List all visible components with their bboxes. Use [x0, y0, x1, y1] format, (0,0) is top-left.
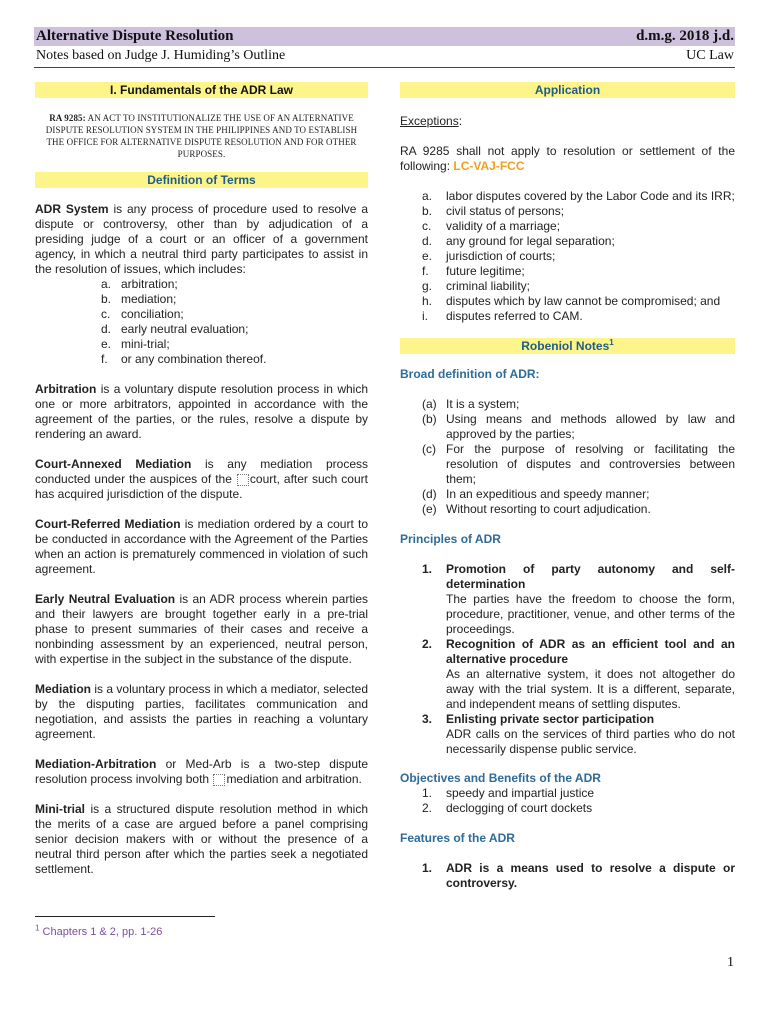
ra-label: RA 9285:: [49, 113, 86, 123]
footnote-marker: 1: [609, 338, 614, 347]
list-marker: d.: [422, 234, 433, 248]
document-subtitle: Notes based on Judge J. Humiding’s Outline: [36, 48, 286, 63]
term: Early Neutral Evaluation: [35, 592, 176, 606]
principle-heading: Promotion of party autonomy and self-determination: [446, 562, 735, 591]
list-item: [400, 294, 735, 309]
features-list: [400, 861, 735, 891]
definition-court-annexed-mediation: [35, 457, 368, 502]
list-marker: 1.: [422, 786, 433, 800]
list-item: [35, 277, 368, 292]
list-marker: b.: [101, 292, 112, 306]
term: ADR System: [35, 202, 109, 216]
exceptions-colon: :: [458, 114, 463, 128]
list-text: disputes which by law cannot be compromised; and: [446, 294, 721, 308]
list-text: jurisdiction of courts;: [446, 249, 556, 263]
principle-text: The parties have the freedom to choose the form, procedure, practitioner, venue, and other terms of the proceedings.: [446, 592, 735, 636]
exceptions-label-text: Exceptions: [400, 114, 459, 128]
list-item: [400, 249, 735, 264]
robeniol-title: Robeniol Notes: [521, 339, 610, 353]
list-item: [400, 309, 735, 324]
list-marker: (d): [422, 487, 437, 501]
list-item: [400, 562, 735, 637]
list-marker: i.: [422, 309, 428, 323]
definition-mediation: [35, 682, 368, 742]
list-item: [400, 219, 735, 234]
definition-text: is mediation ordered by a court to be conducted in accordance with the Agreement of the Parties when an action is prematurely commenced in violation of such agreement.: [35, 517, 368, 576]
section-heading-robeniol-notes: [400, 338, 735, 354]
mnemonic: LC-VAJ-FCC: [453, 159, 525, 173]
document-title: Alternative Dispute Resolution: [36, 28, 234, 44]
section-heading-definitions: Definition of Terms: [35, 172, 368, 188]
list-marker: 1.: [422, 562, 433, 576]
list-item: [400, 412, 735, 442]
definition-mediation-arbitration: [35, 757, 368, 787]
term: Mini-trial: [35, 802, 85, 816]
list-marker: (e): [422, 502, 437, 516]
list-text: future legitime;: [446, 264, 525, 278]
list-marker: a.: [422, 189, 433, 203]
exceptions-label: [400, 114, 735, 129]
list-item: [400, 801, 735, 816]
list-text: speedy and impartial justice: [446, 786, 595, 800]
heading-principles: Principles of ADR: [400, 532, 501, 546]
list-item: [400, 712, 735, 757]
definition-text: is a voluntary process in which a mediator, selected by the disputing parties, facilitates communication and negotiation, and assists the parties in reaching a voluntary agreement.: [35, 682, 368, 741]
footnote: [35, 925, 162, 939]
heading-broad-definition: Broad definition of ADR:: [400, 367, 540, 381]
definition-early-neutral-evaluation: [35, 592, 368, 667]
list-marker: c.: [422, 219, 432, 233]
list-marker: a.: [101, 277, 112, 291]
list-text: For the purpose of resolving or facilitating the resolution of disputes and controversies between them;: [446, 442, 735, 486]
list-item: [400, 189, 735, 204]
ra-title: [35, 112, 368, 160]
definition-text: court, after such court has acquired jurisdiction of the dispute.: [35, 472, 368, 501]
term: Court-Annexed Mediation: [35, 457, 192, 471]
definition-mini-trial: [35, 802, 368, 877]
objectives-list: [400, 786, 735, 816]
comment-anchor-icon: [237, 474, 249, 486]
definition-text: is any mediation process conducted under the auspices of the: [35, 457, 369, 486]
author-year: d.m.g. 2018 j.d.: [636, 28, 734, 44]
list-text: Using means and methods allowed by law and approved by the parties;: [446, 412, 735, 441]
list-text: labor disputes covered by the Labor Code and its IRR;: [446, 189, 735, 203]
definition-text: mediation and arbitration.: [226, 772, 362, 786]
list-marker: e.: [101, 337, 112, 351]
principle-heading: Enlisting private sector participation: [446, 712, 655, 726]
definition-court-referred-mediation: [35, 517, 368, 577]
list-marker: e.: [422, 249, 433, 263]
principles-list: [400, 562, 735, 757]
list-item: [400, 397, 735, 412]
list-text: civil status of persons;: [446, 204, 565, 218]
list-item: [400, 442, 735, 487]
school-name: UC Law: [686, 48, 734, 63]
section-heading-application: Application: [400, 82, 735, 98]
list-text: ADR is a means used to resolve a dispute or controversy.: [446, 861, 735, 890]
list-item: [35, 322, 368, 337]
list-text: validity of a marriage;: [446, 219, 561, 233]
list-marker: b.: [422, 204, 433, 218]
list-text: declogging of court dockets: [446, 801, 593, 815]
list-item: [400, 861, 735, 891]
list-item: [35, 307, 368, 322]
list-item: [400, 279, 735, 294]
list-text: arbitration;: [121, 277, 178, 291]
ra-text: AN ACT TO INSTITUTIONALIZE THE USE OF AN ALTERNATIVE DISPUTE RESOLUTION SYSTEM IN THE PHILIPPINES AND TO ESTABLISH THE OFFICE FOR ALTERNATIVE DISPUTE RESOLUTION AND FOR OTHER PURPOSES.: [45, 113, 358, 159]
list-marker: 2.: [422, 637, 433, 651]
broad-definition-list: [400, 397, 735, 517]
heading-objectives: Objectives and Benefits of the ADR: [400, 771, 601, 785]
definition-text: is a structured dispute resolution method in which the merits of a case are argued before a panel comprising senior decision makers with or without the presence of a neutral third person after which the parties seek a negotiated settlement.: [35, 802, 368, 876]
list-item: [400, 637, 735, 712]
principle-text: ADR calls on the services of third parties who do not necessarily dispense public service.: [446, 727, 735, 756]
exceptions-list: [400, 189, 735, 324]
list-marker: g.: [422, 279, 433, 293]
list-text: mini-trial;: [121, 337, 170, 351]
list-text: or any combination thereof.: [121, 352, 267, 366]
list-text: any ground for legal separation;: [446, 234, 615, 248]
footnote-text: Chapters 1 & 2, pp. 1-26: [39, 926, 163, 938]
header-divider: [34, 67, 735, 68]
list-item: [400, 502, 735, 517]
definition-text: or Med-Arb is a two-step dispute resolution process involving both: [35, 757, 368, 786]
exceptions-intro: [400, 144, 735, 174]
list-item: [400, 264, 735, 279]
list-marker: c.: [101, 307, 111, 321]
definition-text: is any process of procedure used to resolve a dispute or controversy, other than by adjudication of a presiding judge of a court or an officer of a government agency, in which a neutral third party participates to assist in the resolution of issues, which includes:: [35, 202, 368, 276]
definition-text: is a voluntary dispute resolution process in which one or more arbitrators, appointed in accordance with the agreement of the parties, or the rules, resolve a dispute by rendering an award.: [35, 382, 368, 441]
term: Arbitration: [35, 382, 97, 396]
term: Mediation: [35, 682, 91, 696]
list-item: [400, 204, 735, 219]
list-marker: 2.: [422, 801, 433, 815]
list-marker: (c): [422, 442, 436, 456]
list-item: [35, 337, 368, 352]
list-item: [35, 352, 368, 367]
list-item: [400, 234, 735, 249]
list-text: disputes referred to CAM.: [446, 309, 583, 323]
list-text: conciliation;: [121, 307, 184, 321]
list-marker: (a): [422, 397, 437, 411]
list-item: [400, 487, 735, 502]
right-column: [400, 80, 735, 891]
term: Mediation-Arbitration: [35, 757, 157, 771]
section-heading-fundamentals: I. Fundamentals of the ADR Law: [35, 82, 368, 98]
definition-adr-system: [35, 202, 368, 277]
list-text: early neutral evaluation;: [121, 322, 249, 336]
list-item: [400, 786, 735, 801]
definition-text: is an ADR process wherein parties and their lawyers are brought together early in a pre-trial phase to present summaries of their cases and receive a nonbinding assessment by an experienced, neutral person, with expertise in the subject in the substance of the dispute.: [35, 592, 369, 666]
principle-heading: Recognition of ADR as an efficient tool and an alternative procedure: [446, 637, 735, 666]
definition-arbitration: [35, 382, 368, 442]
list-marker: 1.: [422, 861, 433, 875]
term: Court-Referred Mediation: [35, 517, 181, 531]
footnote-divider: [35, 916, 215, 917]
heading-features: Features of the ADR: [400, 831, 515, 845]
exceptions-intro-text: RA 9285 shall not apply to resolution or settlement of the following:: [400, 144, 735, 173]
list-text: mediation;: [121, 292, 177, 306]
list-text: It is a system;: [446, 397, 520, 411]
list-marker: f.: [422, 264, 429, 278]
list-text: In an expeditious and speedy manner;: [446, 487, 650, 501]
comment-anchor-icon: [213, 774, 225, 786]
list-text: criminal liability;: [446, 279, 531, 293]
principle-text: As an alternative system, it does not altogether do away with the trial system. It is a different, separate, and independent means of settling disputes.: [446, 667, 735, 711]
list-marker: 3.: [422, 712, 433, 726]
footnote-marker: 1: [35, 923, 40, 933]
list-marker: h.: [422, 294, 433, 308]
list-marker: d.: [101, 322, 112, 336]
list-marker: f.: [101, 352, 108, 366]
list-text: Without resorting to court adjudication.: [446, 502, 651, 516]
adr-process-list: [35, 277, 368, 367]
page-number: 1: [727, 955, 734, 970]
list-marker: (b): [422, 412, 437, 426]
list-item: [35, 292, 368, 307]
left-column: [35, 80, 368, 877]
